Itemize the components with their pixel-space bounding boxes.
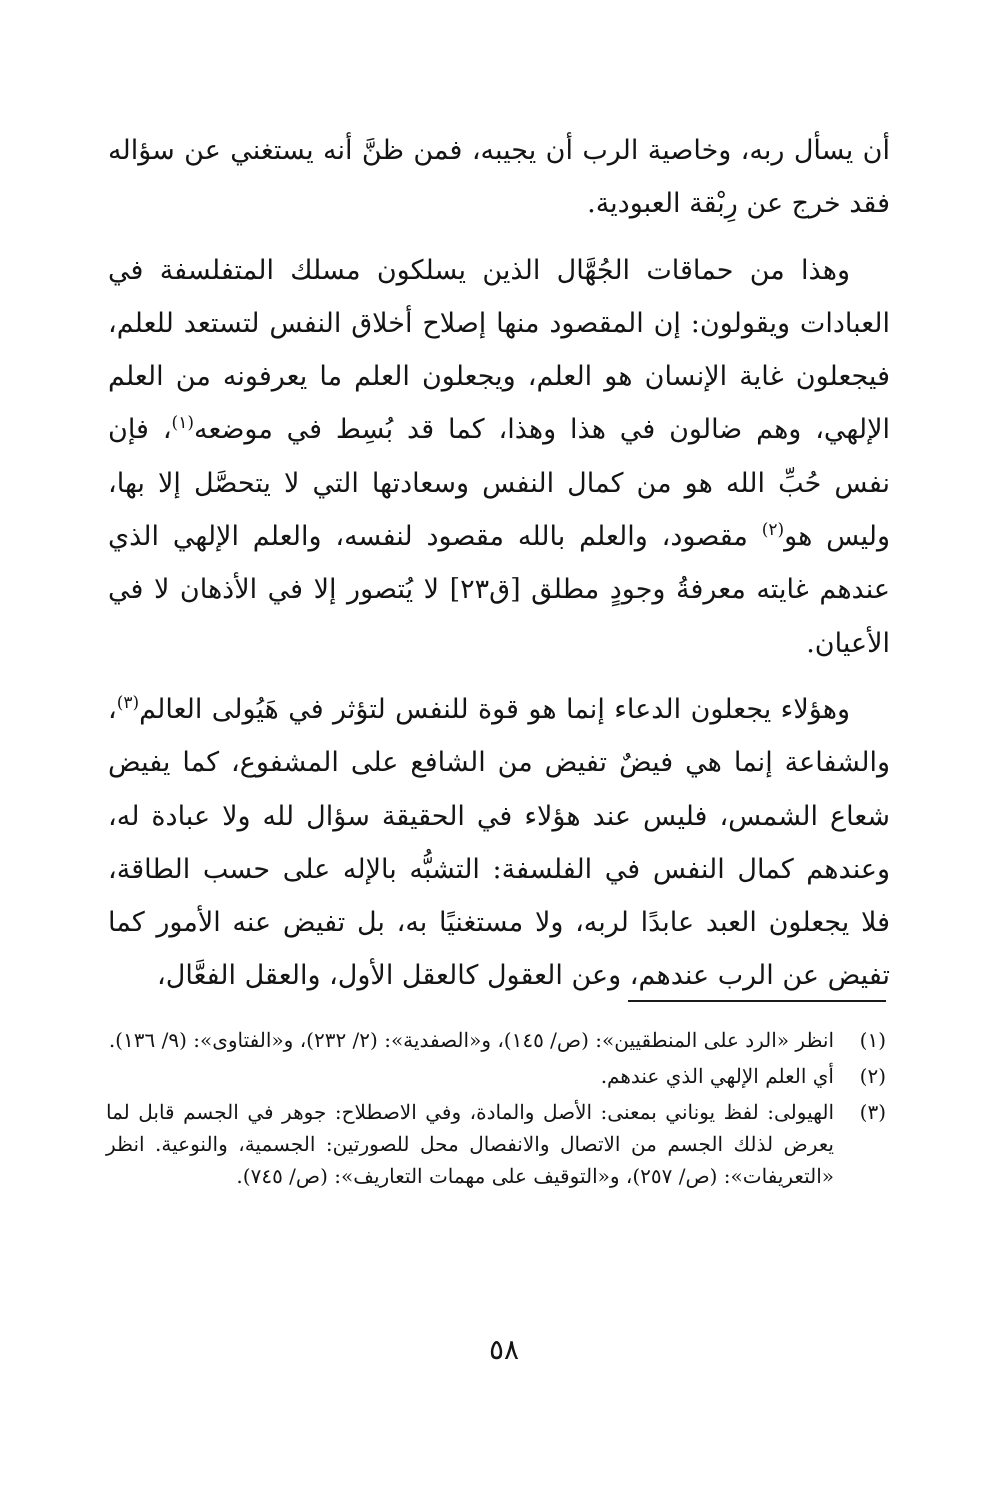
paragraph bbox=[108, 124, 890, 231]
footnote-text: انظر «الرد على المنطقيين»: (ص/ ١٤٥)، و«الصفدية»: (٢/ ٢٣٢)، و«الفتاوى»: (٩/ ١٣٦). bbox=[108, 1028, 834, 1052]
paragraph-text: ، فإن نفس حُبِّ الله هو من كمال النفس وسعادتها التي لا يتحصَّل إلا بها، وليس هو bbox=[108, 414, 890, 553]
main-text bbox=[108, 124, 890, 1003]
paragraph-text: وهؤلاء يجعلون الدعاء إنما هو قوة للنفس لتؤثر في هَيُولى العالم bbox=[139, 693, 850, 725]
footnote-text: الهيولى: لفظ يوناني بمعنى: الأصل والمادة، وفي الاصطلاح: جوهر في الجسم قابل لما يعرض لذلك الجسم من الاتصال والانفصال محل للصورتين: الجسمية، والنوعية. انظر «التعريفات»: (ص/ ٢٥٧)، و«التوقيف على مهمات التعاريف»: (ص/ ٧٤٥). bbox=[106, 1100, 834, 1188]
paragraph bbox=[108, 244, 890, 670]
footnote-number: (٣) bbox=[859, 1100, 886, 1124]
footnote-marker[interactable]: (٢) bbox=[761, 520, 785, 541]
paragraph-text: وهذا من حماقات الجُهَّال الذين يسلكون مسلك المتفلسفة في العبادات ويقولون: إن المقصود منها إصلاح أخلاق النفس لتستعد للعلم، فيجعلون غاية الإنسان هو العلم، ويجعلون العلم ما يعرفونه من العلم الإلهي، وهم ضالون في هذا وهذا، كما قد بُسِط في موضعه bbox=[108, 254, 890, 446]
footnote bbox=[106, 1096, 886, 1192]
paragraph-text: ، والشفاعة إنما هي فيضٌ تفيض من الشافع على المشفوع، كما يفيض شعاع الشمس، فليس عند هؤلاء في الحقيقة سؤال لله ولا عبادة له، وعندهم كمال النفس في الفلسفة: التشبُّه بالإله على حسب الطاقة، فلا يجعلون العبد عابدًا لربه، ولا مستغنيًا به، بل تفيض عنه الأمور كما تفيض عن الرب عندهم، وعن العقول كالعقل الأول، والعقل الفعَّال، bbox=[108, 693, 890, 992]
footnote-number: (٢) bbox=[859, 1064, 886, 1088]
page-number: ٥٨ bbox=[488, 1333, 520, 1366]
footnote-marker[interactable]: (١) bbox=[171, 413, 194, 434]
footnotes bbox=[106, 1024, 886, 1196]
footnote-text: أي العلم الإلهي الذي عندهم. bbox=[600, 1064, 834, 1088]
paragraph-text: أن يسأل ربه، وخاصية الرب أن يجيبه، فمن ظنَّ أنه يستغني عن سؤاله فقد خرج عن رِبْقة العبودية. bbox=[108, 135, 890, 220]
footnote bbox=[106, 1024, 886, 1056]
paragraph bbox=[108, 683, 890, 1003]
footnote bbox=[106, 1060, 886, 1092]
footnote-separator bbox=[628, 1000, 886, 1002]
footnote-number: (١) bbox=[859, 1028, 886, 1052]
footnote-marker[interactable]: (٣) bbox=[116, 692, 140, 713]
paragraph-text: مقصود، والعلم بالله مقصود لنفسه، والعلم الإلهي الذي عندهم غايته معرفةُ وجودٍ مطلق [ق٢٣] لا يُتصور إلا في الأذهان لا في الأعيان. bbox=[108, 521, 890, 659]
